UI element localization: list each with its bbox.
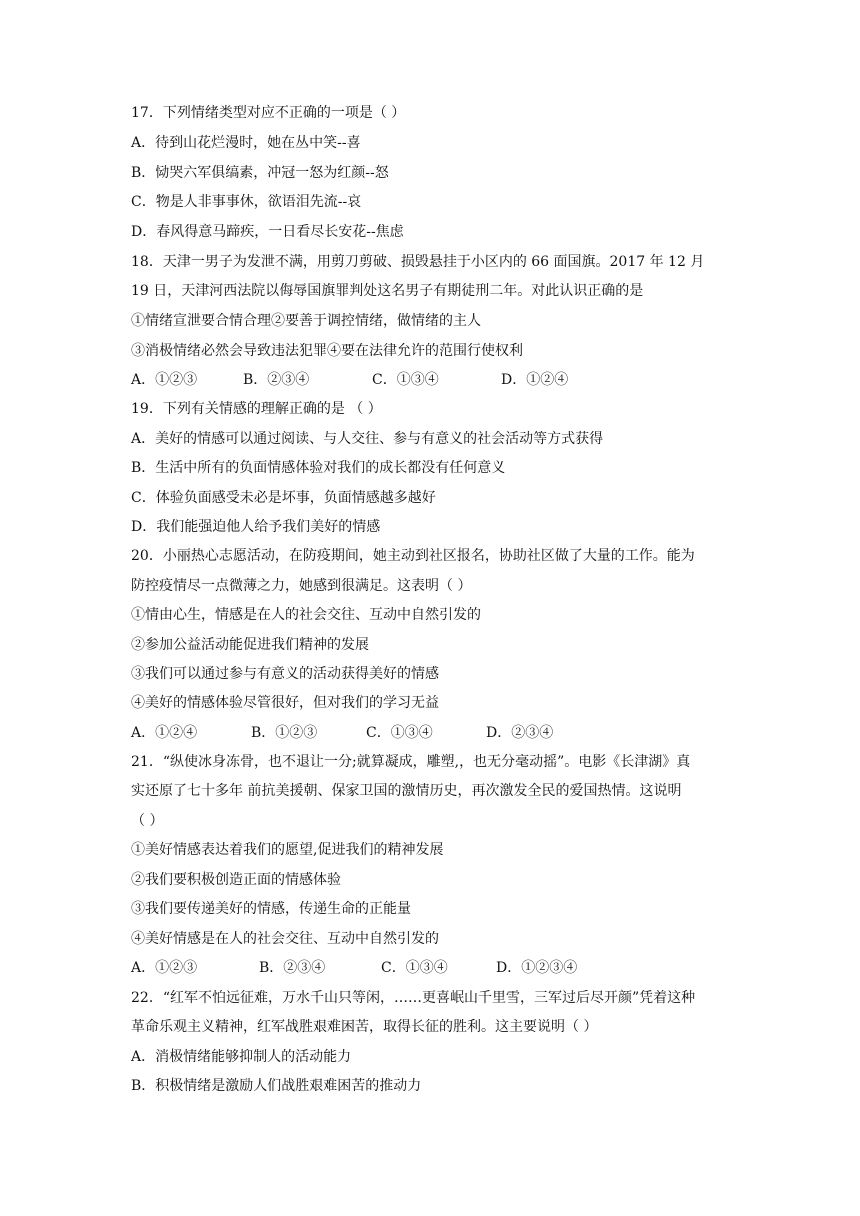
question-17-option-b: B．恸哭六军俱缟素，冲冠一怒为红颜--怒 <box>131 165 389 181</box>
question-17-option-c: C．物是人非事事休，欲语泪先流--哀 <box>131 194 362 210</box>
question-22-stem-line-2: 革命乐观主义精神，红军战胜艰难困苦，取得长征的胜利。这主要说明（ ） <box>131 1019 598 1035</box>
question-21-stem-line-1: 21．“纵使冰身冻骨，也不退让一分;就算凝成，雕塑,，也无分毫动摇”。电影《长津湖》真 <box>131 754 691 770</box>
question-20-statement-2: ②参加公益活动能促进我们精神的发展 <box>131 637 369 653</box>
question-21-stem-line-3: （ ） <box>131 813 164 829</box>
question-21-statement-1: ①美好情感表达着我们的愿望,促进我们的精神发展 <box>131 842 444 858</box>
question-20-stem-line-2: 防控疫情尽一点微薄之力，她感到很满足。这表明（ ） <box>131 578 472 594</box>
question-18-choices <box>131 370 741 390</box>
question-21-choice-c: C．①③④ <box>381 960 448 976</box>
question-22-stem-line-1: 22．“红军不怕远征难，万水千山只等闲，……更喜岷山千里雪，三军过后尽开颜”凭着这种 <box>131 990 696 1006</box>
question-21-stem-line-2: 实还原了七十多年 前抗美援朝、保家卫国的激情历史，再次激发全民的爱国热情。这说明 <box>131 783 682 799</box>
question-20-statement-4: ④美好的情感体验尽管很好，但对我们的学习无益 <box>131 695 439 711</box>
question-18-choice-b: B．②③④ <box>243 372 310 388</box>
question-18-stem-line-1: 18．天津一男子为发泄不满，用剪刀剪破、损毁悬挂于小区内的 66 面国旗。2017 年 12 月 <box>131 254 705 270</box>
question-19-option-a: A．美好的情感可以通过阅读、与人交往、参与有意义的社会活动等方式获得 <box>131 431 604 447</box>
question-21-statement-3: ③我们要传递美好的情感，传递生命的正能量 <box>131 901 411 917</box>
question-21-choice-a: A．①②③ <box>131 960 198 976</box>
question-20-statement-3: ③我们可以通过参与有意义的活动获得美好的情感 <box>131 666 439 682</box>
question-20-stem-line-1: 20．小丽热心志愿活动，在防疫期间，她主动到社区报名，协助社区做了大量的工作。能为 <box>131 548 695 564</box>
question-20-choice-b: B．①②③ <box>251 725 318 741</box>
question-20-statement-1: ①情由心生，情感是在人的社会交往、互动中自然引发的 <box>131 607 481 623</box>
question-21-choices <box>131 958 741 978</box>
question-19-option-b: B．生活中所有的负面情感体验对我们的成长都没有任何意义 <box>131 460 506 476</box>
question-18-choice-d: D．①②④ <box>501 372 569 388</box>
question-21-statement-2: ②我们要积极创造正面的情感体验 <box>131 872 341 888</box>
question-21-statement-4: ④美好情感是在人的社会交往、互动中自然引发的 <box>131 931 439 947</box>
question-21-choice-d: D．①②③④ <box>496 960 578 976</box>
question-18-choice-c: C．①③④ <box>372 372 439 388</box>
question-18-statement-2: ③消极情绪必然会导致违法犯罪④要在法律允许的范围行使权利 <box>131 343 523 359</box>
question-18-choice-a: A．①②③ <box>131 372 198 388</box>
question-19-stem: 19．下列有关情感的理解正确的是 （ ） <box>131 401 382 417</box>
question-19-option-c: C．体验负面感受未必是坏事，负面情感越多越好 <box>131 490 436 506</box>
question-17-stem: 17．下列情绪类型对应不正确的一项是（ ） <box>131 105 406 121</box>
question-20-choices <box>131 723 741 743</box>
question-22-option-b: B．积极情绪是激励人们战胜艰难困苦的推动力 <box>131 1078 422 1094</box>
question-17-option-d: D．春风得意马蹄疾，一日看尽长安花--焦虑 <box>131 224 404 240</box>
question-22-option-a: A．消极情绪能够抑制人的活动能力 <box>131 1049 352 1065</box>
question-19-option-d: D．我们能强迫他人给予我们美好的情感 <box>131 519 381 535</box>
question-20-choice-d: D．②③④ <box>486 725 554 741</box>
question-21-choice-b: B．②③④ <box>259 960 326 976</box>
question-20-choice-a: A．①②④ <box>131 725 198 741</box>
question-18-stem-line-2: 19 日，天津河西法院以侮辱国旗罪判处这名男子有期徒刑二年。对此认识正确的是 <box>131 283 644 299</box>
question-17-option-a: A．待到山花烂漫时，她在丛中笑--喜 <box>131 135 361 151</box>
question-20-choice-c: C．①③④ <box>366 725 433 741</box>
question-18-statement-1: ①情绪宣泄要合情合理②要善于调控情绪，做情绪的主人 <box>131 313 481 329</box>
